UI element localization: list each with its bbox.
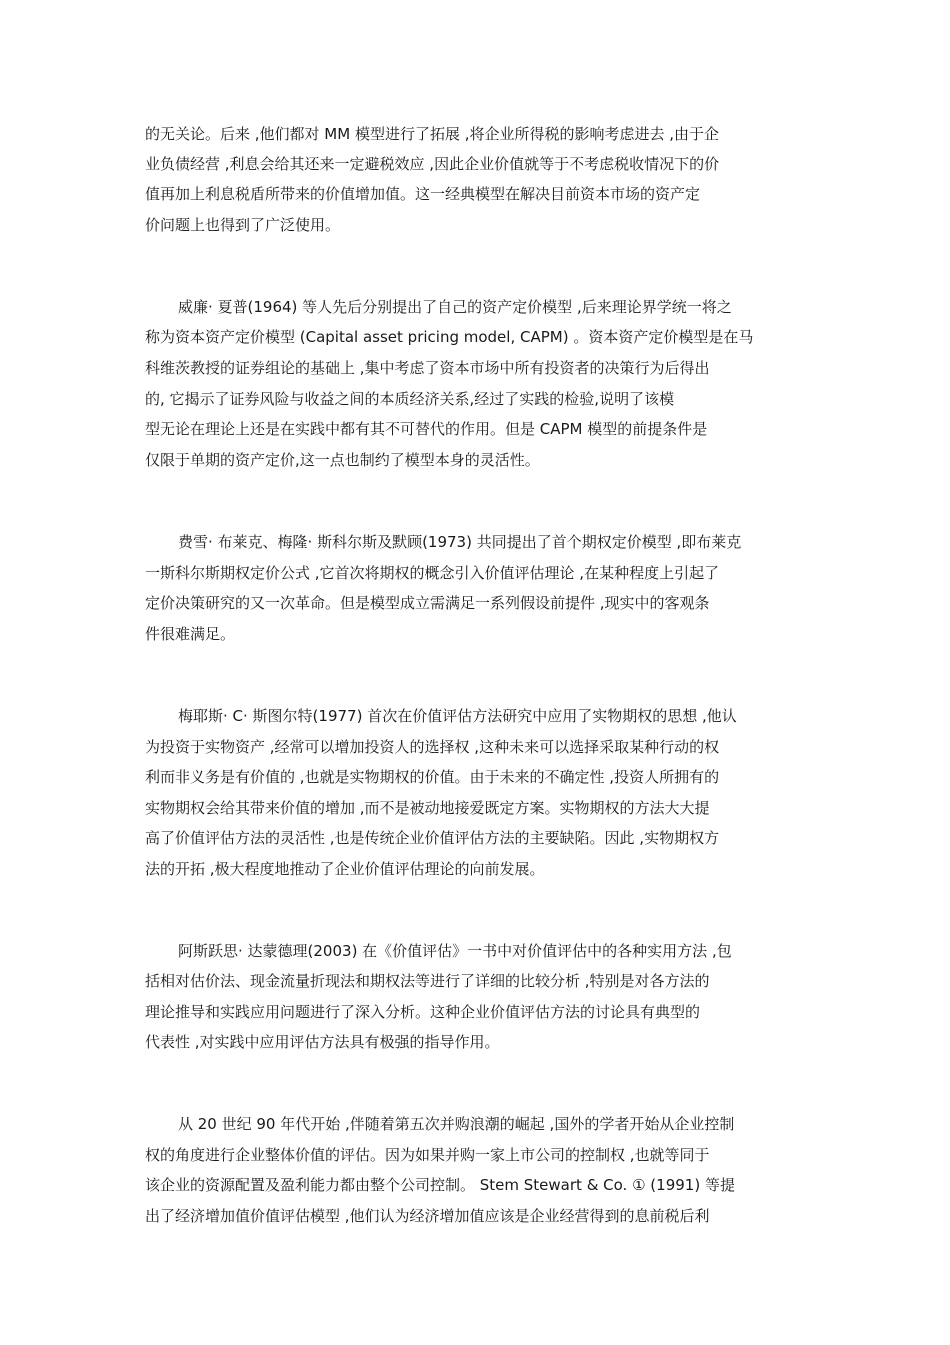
text-line: 出了经济增加值价值评估模型 ,他们认为经济增加值应该是企业经营得到的息前税后利 [145,1207,710,1225]
text-line: 实物期权会给其带来价值的增加 ,而不是被动地接爱既定方案。实物期权的方法大大提 [145,799,710,817]
text-line: 型无论在理论上还是在实践中都有其不可替代的作用。但是 CAPM 模型的前提条件是 [145,420,708,438]
text-line: 括相对估价法、现金流量折现法和期权法等进行了详细的比较分析 ,特别是对各方法的 [145,972,710,990]
text-line: 为投资于实物资产 ,经常可以增加投资人的选择权 ,这种未来可以选择采取某种行动的权 [145,738,720,756]
text-line: 代表性 ,对实践中应用评估方法具有极强的指导作用。 [145,1033,500,1051]
text-line: 高了价值评估方法的灵活性 ,也是传统企业价值评估方法的主要缺陷。因此 ,实物期权方 [145,829,720,847]
text-line: 从 20 世纪 90 年代开始 ,伴随着第五次并购浪潮的崛起 ,国外的学者开始从企业控制 [178,1115,735,1133]
text-line: 法的开拓 ,极大程度地推动了企业价值评估理论的向前发展。 [145,860,545,878]
text-line: 该企业的资源配置及盈利能力都由整个公司控制。 Stem Stewart & Co. ① (1991) 等提 [145,1176,735,1194]
text-line: 利而非义务是有价值的 ,也就是实物期权的价值。由于未来的不确定性 ,投资人所拥有的 [145,768,720,786]
text-line: 仅限于单期的资产定价,这一点也制约了模型本身的灵活性。 [145,451,540,469]
text-line: 定价决策研究的又一次革命。但是模型成立需满足一系列假设前提件 ,现实中的客观条 [145,594,710,612]
text-line: 费雪· 布莱克、梅隆· 斯科尔斯及默顾(1973) 共同提出了首个期权定价模型 ,即布莱克 [178,533,742,551]
text-line: 的无关论。后来 ,他们都对 MM 模型进行了拓展 ,将企业所得税的影响考虑进去 ,由于企 [145,125,720,143]
text-line: 一斯科尔斯期权定价公式 ,它首次将期权的概念引入价值评估理论 ,在某种程度上引起了 [145,564,720,582]
text-line: 权的角度进行企业整体价值的评估。因为如果并购一家上市公司的控制权 ,也就等同于 [145,1146,710,1164]
text-line: 阿斯跃思· 达蒙德理(2003) 在《价值评估》一书中对价值评估中的各种实用方法 ,包 [178,942,732,960]
text-line: 理论推导和实践应用问题进行了深入分析。这种企业价值评估方法的讨论具有典型的 [145,1003,701,1021]
text-line: 的, 它揭示了证券风险与收益之间的本质经济关系,经过了实践的检验,说明了该模 [145,390,675,408]
text-line: 称为资本资产定价模型 (Capital asset pricing model, CAPM) 。资本资产定价模型是在马 [145,328,754,346]
text-line: 梅耶斯· C· 斯图尔特(1977) 首次在价值评估方法研究中应用了实物期权的思想 ,他认 [178,707,737,725]
text-line: 威廉· 夏普(1964) 等人先后分别提出了自己的资产定价模型 ,后来理论界学统一将之 [178,298,732,316]
text-line: 价问题上也得到了广泛使用。 [145,216,341,234]
text-line: 业负债经营 ,利息会给其还来一定避税效应 ,因此企业价值就等于不考虑税收情况下的价 [145,155,720,173]
text-line: 件很难满足。 [145,625,236,643]
text-line: 科维茨教授的证券组论的基础上 ,集中考虑了资本市场中所有投资者的决策行为后得出 [145,359,710,377]
text-line: 值再加上利息税盾所带来的价值增加值。这一经典模型在解决目前资本市场的资产定 [145,185,701,203]
